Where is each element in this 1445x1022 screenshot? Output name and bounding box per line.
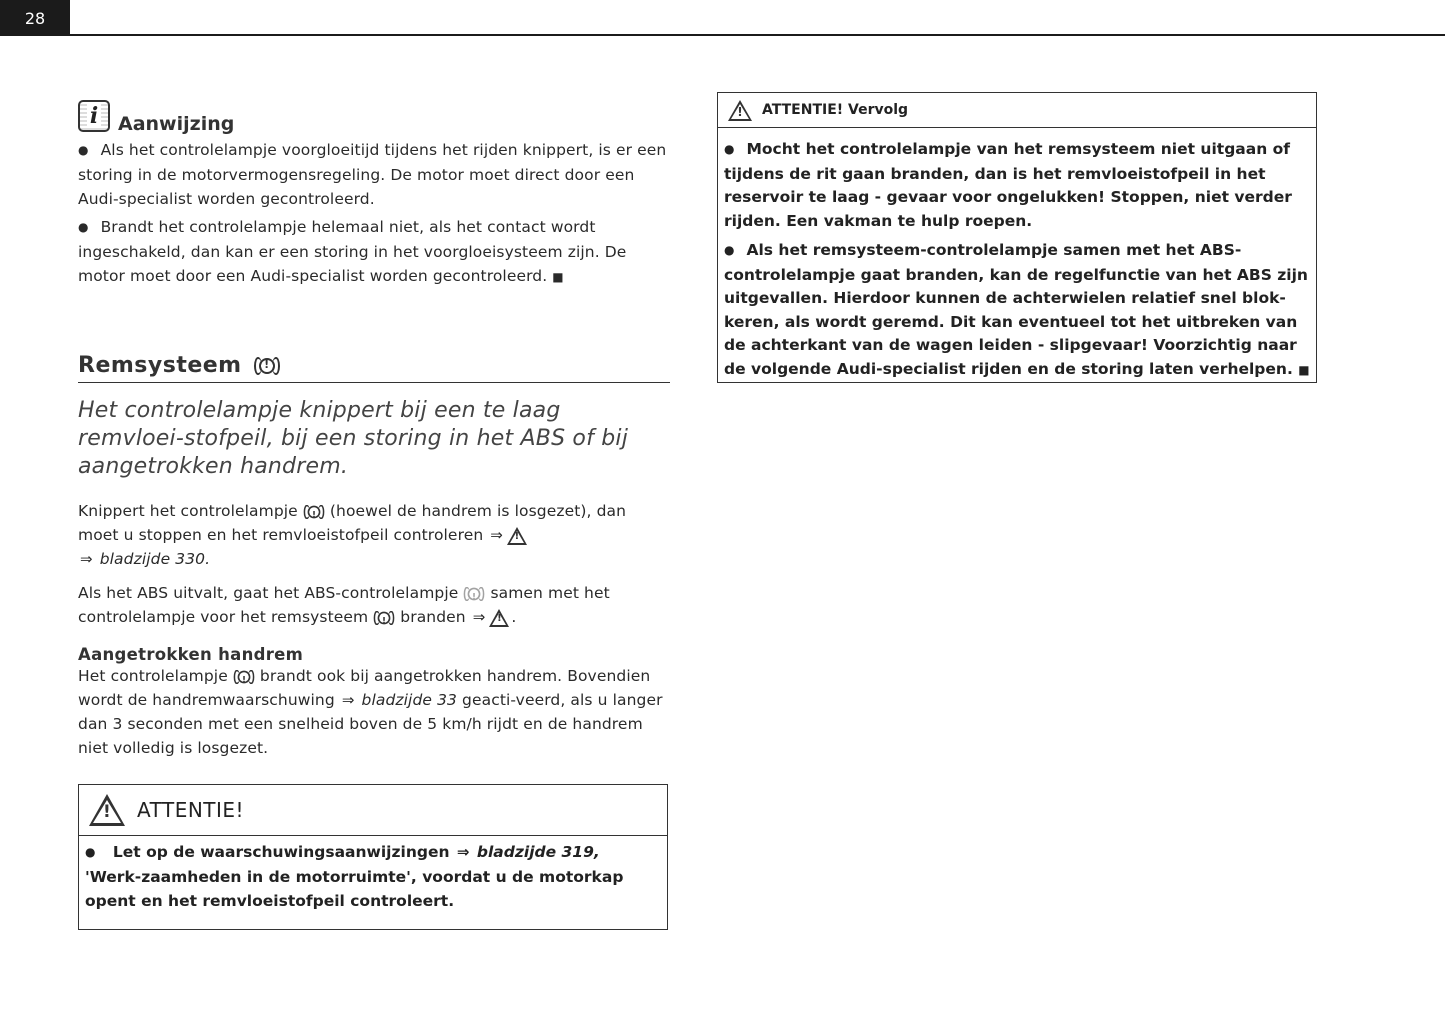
left-column [78,92,670,930]
section-heading [78,353,670,383]
arrow-icon: ⇒ [490,526,503,544]
note-list [78,138,670,289]
warning-triangle-icon [489,609,509,627]
brake-warning-icon [254,356,280,376]
end-mark: ■ [552,270,564,284]
arrow-icon: ⇒ [341,691,355,709]
paragraph [78,664,670,760]
paragraph [78,581,670,629]
brake-warning-icon [374,610,395,626]
note-heading [78,92,670,135]
section-lead: Het controlelampje knippert bij een te laag remvloei-stofpeil, bij een storing in het ABS of bij aangetrokken handrem. [78,398,629,479]
arrow-icon: ⇒ [472,608,486,626]
arrow-icon: ⇒ [80,550,93,568]
warning-bullet [85,840,661,913]
warning-bullet [724,239,1310,382]
warning-bullet [724,138,1310,233]
brake-warning-icon [303,504,324,520]
right-column [717,92,1317,383]
text: brandt ook bij aangetrokken handrem. Bovendien wordt de handremwaarschuwing [78,667,651,709]
text: Mocht het controlelampje van het remsysteem niet uitgaan of tijdens de rit gaan branden, dan is het remvloeistofpeil in het reservoir te laag - gevaar voor ongelukken! Stoppen, niet verder rijden. Een vakman te hulp roepen. [724,140,1292,230]
end-mark: ■ [1298,362,1310,377]
warning-title: ATTENTIE! Vervolg [762,102,909,118]
text: Het controlelampje [78,667,228,685]
text: Let op de waarschuwingsaanwijzingen [112,843,450,861]
paragraph [78,499,670,571]
note-bullet [78,215,670,289]
brake-warning-icon [233,669,254,685]
page-reference-link[interactable]: bladzijde 319, [476,843,600,861]
info-icon: i [78,100,110,132]
abs-warning-icon [464,586,485,602]
page-reference-link[interactable]: bladzijde 33 [361,691,457,709]
warning-triangle-icon [89,794,125,826]
note-title: Aanwijzing [118,113,235,135]
text: . [511,608,517,626]
warning-header [718,93,1316,128]
note-bullet-text: Brandt het controlelampje helemaal niet, als het contact wordt ingeschakeld, dan kan er een storing in het voorgloeisysteem zijn. De motor moet door een Audi-specialist worden gecontroleerd. [78,218,627,285]
warning-box-continued [717,92,1317,383]
note-bullet [78,138,670,211]
warning-box [78,784,668,930]
warning-content [79,836,667,929]
warning-header [79,785,667,836]
text: geacti-veerd, als u langer dan 3 seconden met een snelheid boven de 5 km/h rijdt en de handrem niet volledig is losgezet. [78,691,663,757]
warning-triangle-icon [507,527,527,545]
text: Als het remsysteem-controlelampje samen met het ABS-controlelampje gaat branden, kan de regelfunctie van het ABS zijn uitgevallen. Hierdoor kunnen de achterwielen relatief snel blok-keren, als wordt geremd. Dit kan eventueel tot het uitbreken van de achterkant van de wagen leiden - slipgevaar! Voorzichtig naar de volgende Audi-specialist rijden en de storing laten verhelpen. [724,241,1308,378]
warning-content [718,128,1316,382]
page-number: 28 [0,0,70,36]
note-bullet-text: Als het controlelampje voorgloeitijd tijdens het rijden knippert, is er een storing in de motorvermogensregeling. De motor moet direct door een Audi-specialist worden gecontroleerd. [78,141,667,208]
section-title: Remsysteem [78,353,242,378]
warning-triangle-icon [728,100,752,121]
text: branden [400,608,466,626]
text: Knippert het controlelampje [78,502,298,520]
text: (hoewel de handrem is losgezet), dan moet u stoppen en het remvloeistofpeil controleren [78,502,627,544]
header-rule [70,34,1445,36]
warning-title: ATTENTIE! [137,798,245,822]
page-reference-link[interactable]: bladzijde 330. [99,550,211,568]
text: samen met het controlelampje voor het remsysteem [78,584,610,626]
subheading: Aangetrokken handrem [78,645,304,664]
text: Als het ABS uitvalt, gaat het ABS-controlelampje [78,584,459,602]
arrow-icon: ⇒ [456,843,470,861]
text: 'Werk-zaamheden in de motorruimte', voordat u de motorkap opent en het remvloeistofpeil controleert. [85,868,624,910]
